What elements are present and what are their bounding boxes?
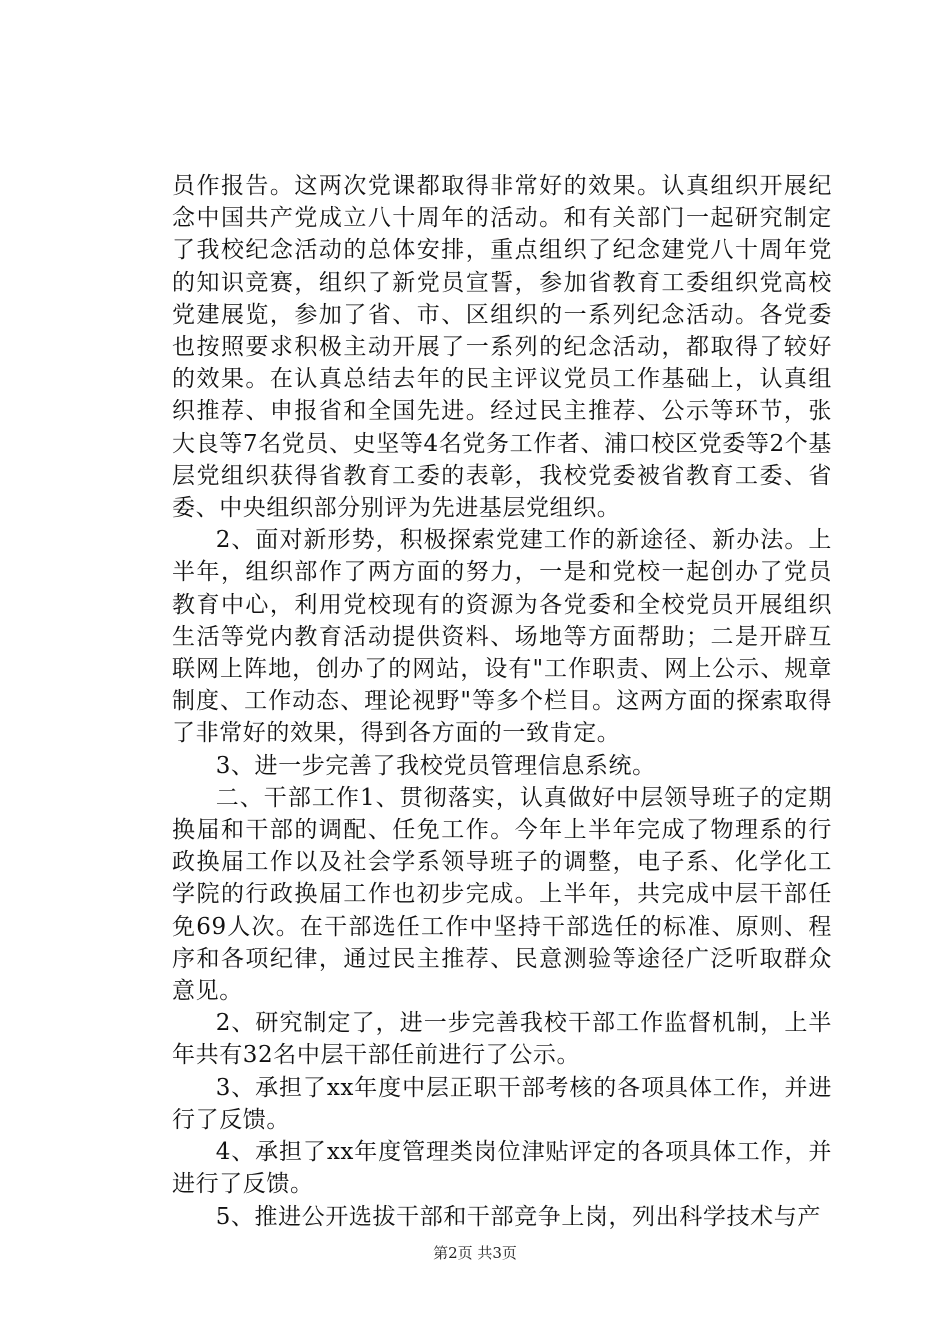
paragraph-5: 2、研究制定了，进一步完善我校干部工作监督机制，上半年共有32名中层干部任前进行了公示。: [172, 1010, 832, 1069]
page-number-footer: 第2页 共3页: [433, 1244, 517, 1262]
paragraph-6: 3、承担了xx年度中层正职干部考核的各项具体工作，并进行了反馈。: [172, 1074, 832, 1133]
paragraph-7: 4、承担了xx年度管理类岗位津贴评定的各项具体工作，并进行了反馈。: [172, 1139, 832, 1198]
document-body: [172, 170, 832, 1233]
paragraph-8: 5、推进公开选拔干部和干部竞争上岗，列出科学技术与产: [215, 1203, 821, 1230]
paragraph-4: 二、干部工作1、贯彻落实，认真做好中层领导班子的定期换届和干部的调配、任免工作。今年上半年完成了物理系的行政换届工作以及社会学系领导班子的调整，电子系、化学化工学院的行政换届工作也初步完成。上半年，共完成中层干部任免69人次。在干部选任工作中坚持干部选任的标准、原则、程序和各项纪律，通过民主推荐、民意测验等途径广泛听取群众意见。: [172, 784, 832, 1005]
paragraph-2: 2、面对新形势，积极探索党建工作的新途径、新办法。上半年，组织部作了两方面的努力，一是和党校一起创办了党员教育中心，利用党校现有的资源为各党委和全校党员开展组织生活等党内教育活动提供资料、场地等方面帮助；二是开辟互联网上阵地，创办了的网站，设有"工作职责、网上公示、规章制度、工作动态、理论视野"等多个栏目。这两方面的探索取得了非常好的效果，得到各方面的一致肯定。: [172, 527, 832, 747]
paragraph-3: 3、进一步完善了我校党员管理信息系统。: [215, 752, 656, 779]
paragraph-1: 员作报告。这两次党课都取得非常好的效果。认真组织开展纪念中国共产党成立八十周年的活动。和有关部门一起研究制定了我校纪念活动的总体安排，重点组织了纪念建党八十周年党的知识竞赛，组织了新党员宣誓，参加省教育工委组织党高校党建展览，参加了省、市、区组织的一系列纪念活动。各党委也按照要求积极主动开展了一系列的纪念活动，都取得了较好的效果。在认真总结去年的民主评议党员工作基础上，认真组织推荐、申报省和全国先进。经过民主推荐、公示等环节，张大良等7名党员、史坚等4名党务工作者、浦口校区党委等2个基层党组织获得省教育工委的表彰，我校党委被省教育工委、省委、中央组织部分别评为先进基层党组织。: [172, 173, 832, 522]
